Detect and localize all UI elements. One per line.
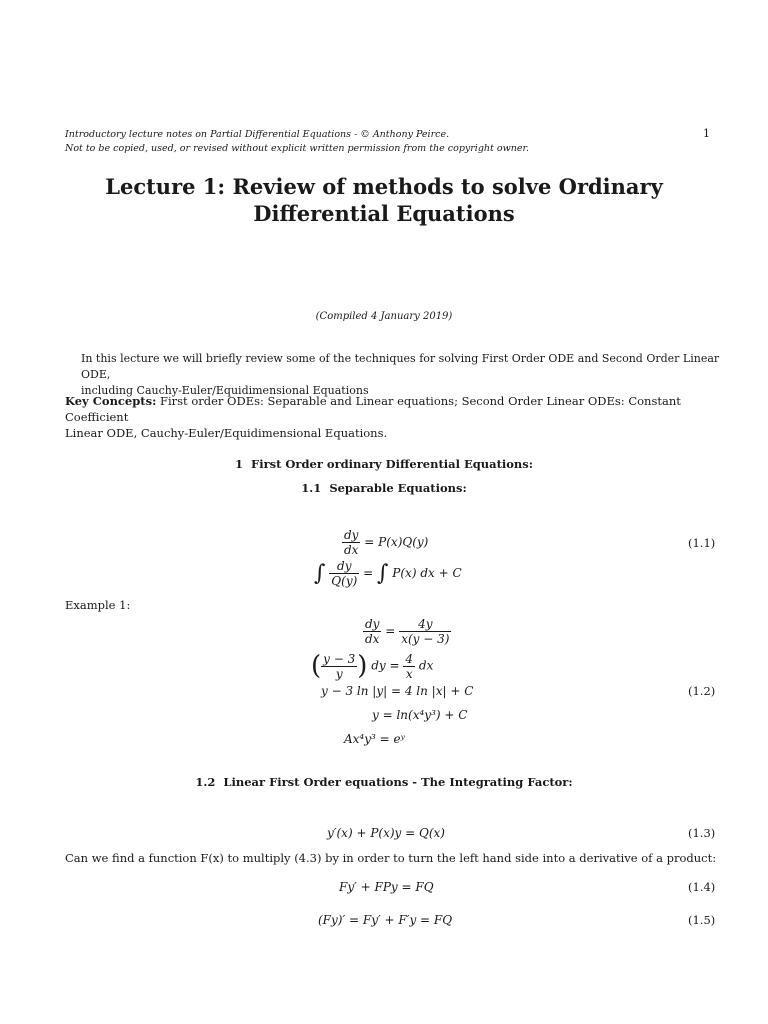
compiled-date: (Compiled 4 January 2019): [315, 311, 453, 322]
fraction-y-minus-3: $\frac{y - 3}{y}$: [323, 651, 356, 681]
equation-1-1-line-2: ∫ $\frac{dy}{Q(y)}$ = ∫ P(x) dx + C: [314, 559, 462, 588]
equation-label-1-3: (1.3): [688, 826, 716, 840]
fraction-dy-qy: $\frac{dy}{Q(y)}$: [331, 559, 358, 588]
example-1-line-2-tail: dx: [418, 658, 434, 673]
subsection-1-2-title: Linear First Order equations - The Integrating Factor:: [223, 775, 573, 789]
equation-1-4: Fy′ + FPy = FQ: [339, 880, 434, 894]
example-1-line-2: ( $\frac{y - 3}{y}$ ) dy = $\frac{4}{x}$ dx: [311, 651, 434, 681]
fraction-4-x: $\frac{4}{x}$: [405, 651, 414, 681]
header-line-2: Not to be copied, used, or revised without explicit written permission from the copyright owner.: [65, 143, 529, 154]
page-number: 1: [703, 127, 710, 140]
intro-line-1: In this lecture we will briefly review some of the techniques for solving First Order ODE and Second Order Linear ODE,: [81, 352, 720, 381]
title-line-1: Lecture 1: Review of methods to solve Ordinary: [105, 174, 663, 199]
key-concepts-line-2: Linear ODE, Cauchy-Euler/Equidimensional Equations.: [65, 426, 388, 440]
section-1-title: First Order ordinary Differential Equations:: [251, 457, 533, 471]
subsection-1-1-title: Separable Equations:: [329, 481, 467, 495]
page-title: [64, 173, 704, 227]
example-1-label: Example 1:: [65, 598, 131, 612]
example-1-line-2-mid: dy =: [371, 658, 400, 673]
equation-label-1-4: (1.4): [688, 880, 716, 894]
key-concepts-label: Key Concepts:: [65, 394, 157, 408]
equation-1-5: (Fy)′ = Fy′ + F′y = FQ: [318, 913, 453, 927]
example-1-line-3: y − 3 ln |y| = 4 ln |x| + C: [321, 684, 474, 698]
example-1-line-1: $\frac{dy}{dx}$ = $\frac{4y}{x(y - 3)}$: [365, 617, 450, 646]
subsection-1-1-number: 1.1: [301, 481, 322, 495]
eq-1-1-int-rhs: P(x) dx + C: [392, 566, 462, 580]
title-line-2: Differential Equations: [253, 201, 515, 226]
section-1-number: 1: [235, 457, 244, 471]
intro-paragraph: [81, 351, 731, 399]
subsection-1-2-number: 1.2: [195, 775, 216, 789]
integral-sign: ∫: [314, 561, 326, 586]
equation-1-1-line-1: [342, 528, 428, 557]
question-paragraph: Can we find a function F(x) to multiply (4.3) by in order to turn the left hand side into a derivative of a product:: [65, 851, 717, 865]
key-concepts-line-1: First order ODEs: Separable and Linear equations; Second Order Linear ODEs: Constant Coefficient: [65, 394, 681, 424]
fraction-dy-dx: $\frac{dy}{dx}$: [344, 528, 359, 557]
key-concepts: [65, 393, 725, 441]
subsection-1-1-heading: [0, 481, 768, 495]
fraction-dy-dx: $\frac{dy}{dx}$: [365, 617, 380, 646]
eq-1-1-rhs: = P(x)Q(y): [364, 535, 429, 549]
equation-label-1-2: (1.2): [688, 684, 716, 698]
header-line-1: Introductory lecture notes on Partial Differential Equations - © Anthony Peirce.: [65, 129, 450, 140]
integral-sign: ∫: [377, 561, 389, 586]
equation-label-1-5: (1.5): [688, 913, 716, 927]
example-1-line-4: y = ln(x⁴y³) + C: [372, 708, 468, 722]
subsection-1-2-heading: [0, 775, 768, 789]
intro-line-2: including Cauchy-Euler/Equidimensional Equations: [81, 384, 369, 397]
example-1-line-5: Ax⁴y³ = eʸ: [344, 732, 405, 746]
equation-label-1-1: (1.1): [688, 536, 716, 550]
section-1-heading: [0, 457, 768, 471]
fraction-4y: $\frac{4y}{x(y - 3)}$: [401, 617, 450, 646]
equation-1-3: y′(x) + P(x)y = Q(x): [327, 826, 445, 840]
